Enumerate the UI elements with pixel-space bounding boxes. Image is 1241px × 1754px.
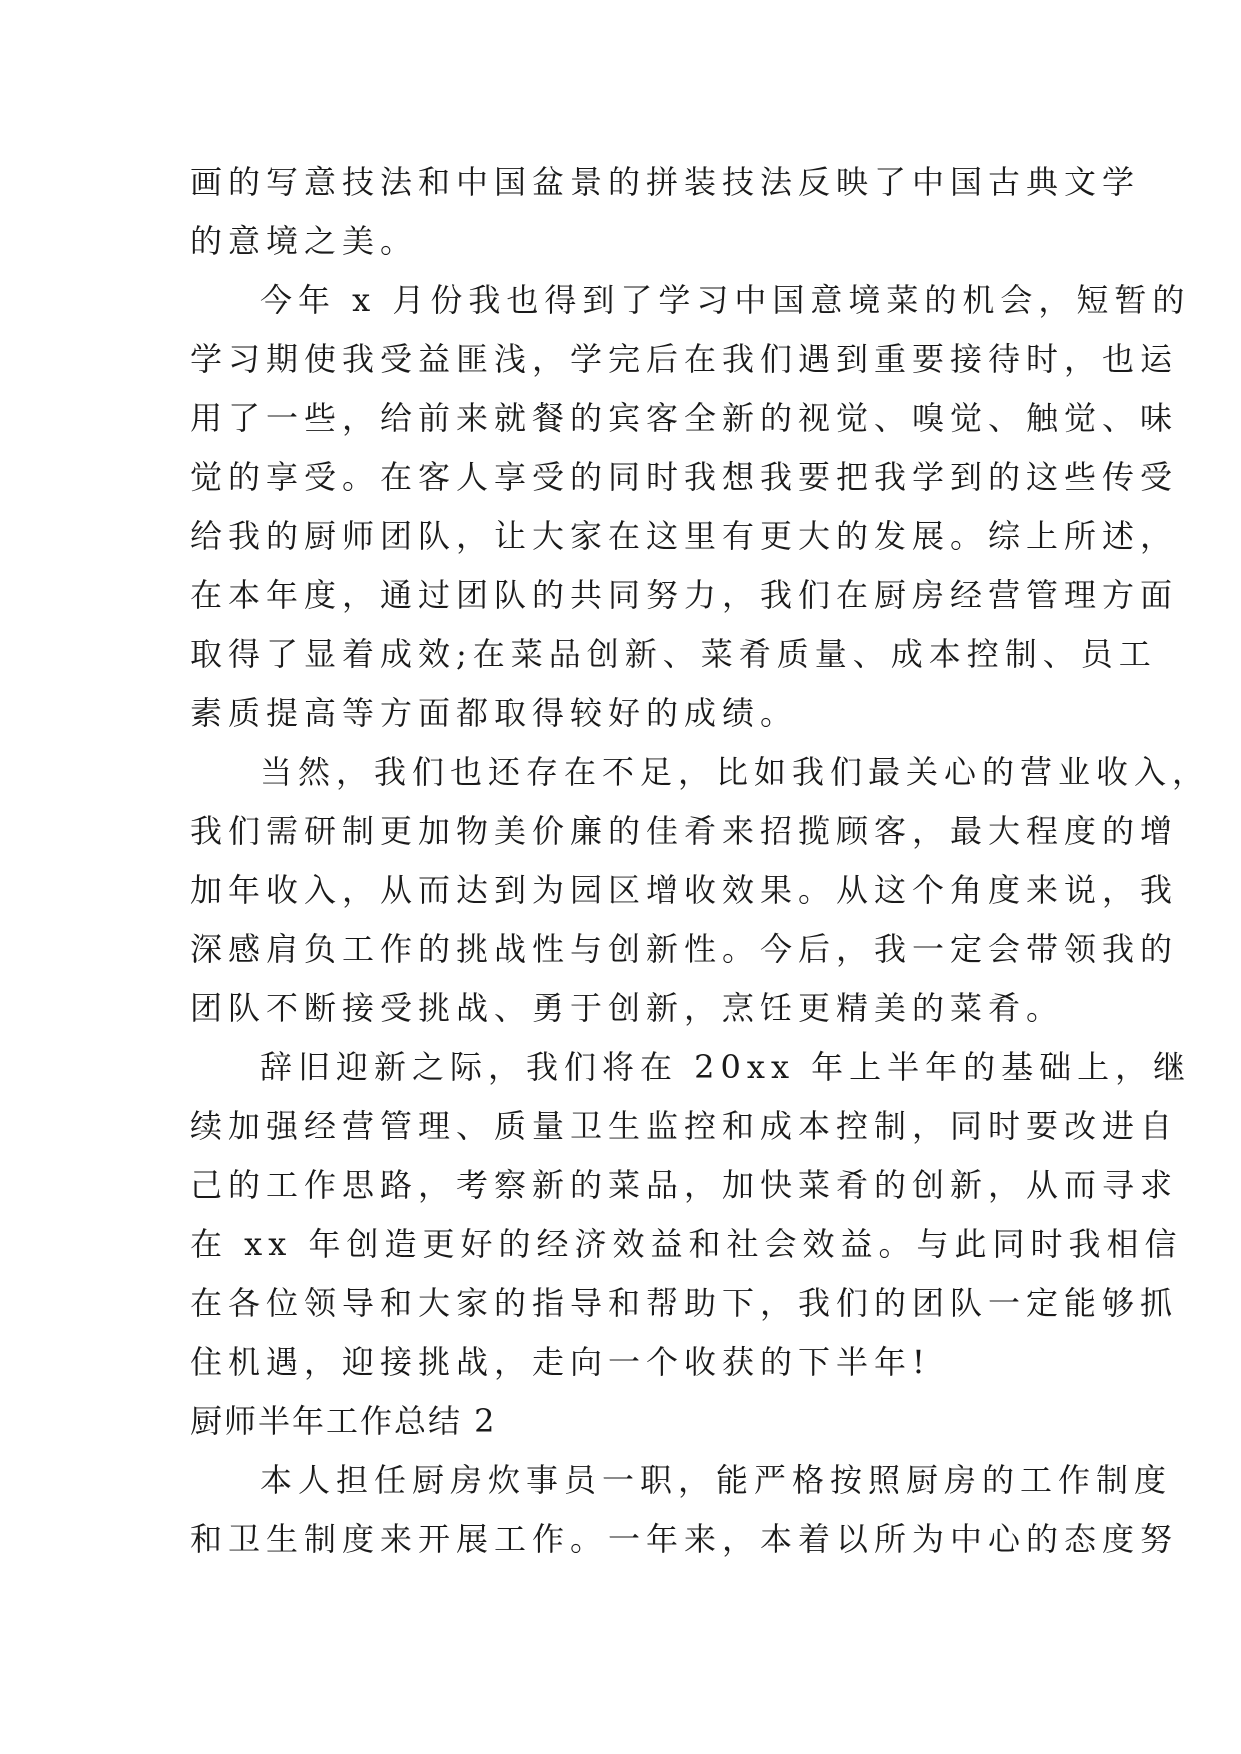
text-line: 在各位领导和大家的指导和帮助下，我们的团队一定能够抓: [190, 1284, 1179, 1322]
text-line: 加年收入，从而达到为园区增收效果。从这个角度来说，我: [190, 871, 1179, 909]
text-line: 我们需研制更加物美价廉的佳肴来招揽顾客，最大程度的增: [190, 812, 1179, 850]
text-line: 在 xx 年创造更好的经济效益和社会效益。与此同时我相信: [190, 1225, 1183, 1263]
text-line: 学习期使我受益匪浅，学完后在我们遇到重要接待时，也运: [190, 340, 1179, 378]
text-line: 用了一些，给前来就餐的宾客全新的视觉、嗅觉、触觉、味: [190, 399, 1179, 437]
text-line: 和卫生制度来开展工作。一年来，本着以所为中心的态度努: [190, 1520, 1179, 1558]
text-line: 画的写意技法和中国盆景的拼装技法反映了中国古典文学: [190, 163, 1141, 201]
document-body: [190, 153, 1211, 1569]
text-line: 深感肩负工作的挑战性与创新性。今后，我一定会带领我的: [190, 930, 1179, 968]
section-heading: 厨师半年工作总结 2: [190, 1402, 497, 1440]
paragraph-start-line: 辞旧迎新之际，我们将在 20xx 年上半年的基础上，继: [260, 1048, 1192, 1086]
paragraph-start-line: 今年 x 月份我也得到了学习中国意境菜的机会，短暂的: [260, 281, 1191, 319]
text-line: 觉的享受。在客人享受的同时我想我要把我学到的这些传受: [190, 458, 1179, 496]
text-line: 素质提高等方面都取得较好的成绩。: [190, 694, 799, 732]
text-line: 团队不断接受挑战、勇于创新，烹饪更精美的菜肴。: [190, 989, 1065, 1027]
paragraph-start-line: 本人担任厨房炊事员一职，能严格按照厨房的工作制度: [260, 1461, 1173, 1499]
text-line: 住机遇，迎接挑战，走向一个收获的下半年!: [190, 1343, 931, 1381]
text-line: 取得了显着成效;在菜品创新、菜肴质量、成本控制、员工: [190, 635, 1157, 673]
paragraph-start-line: 当然，我们也还存在不足，比如我们最关心的营业收入，: [260, 753, 1211, 791]
text-line: 在本年度，通过团队的共同努力，我们在厨房经营管理方面: [190, 576, 1179, 614]
text-line: 的意境之美。: [190, 222, 419, 260]
text-line: 给我的厨师团队，让大家在这里有更大的发展。综上所述，: [190, 517, 1179, 555]
text-line: 续加强经营管理、质量卫生监控和成本控制，同时要改进自: [190, 1107, 1179, 1145]
text-line: 己的工作思路，考察新的菜品，加快菜肴的创新，从而寻求: [190, 1166, 1179, 1204]
